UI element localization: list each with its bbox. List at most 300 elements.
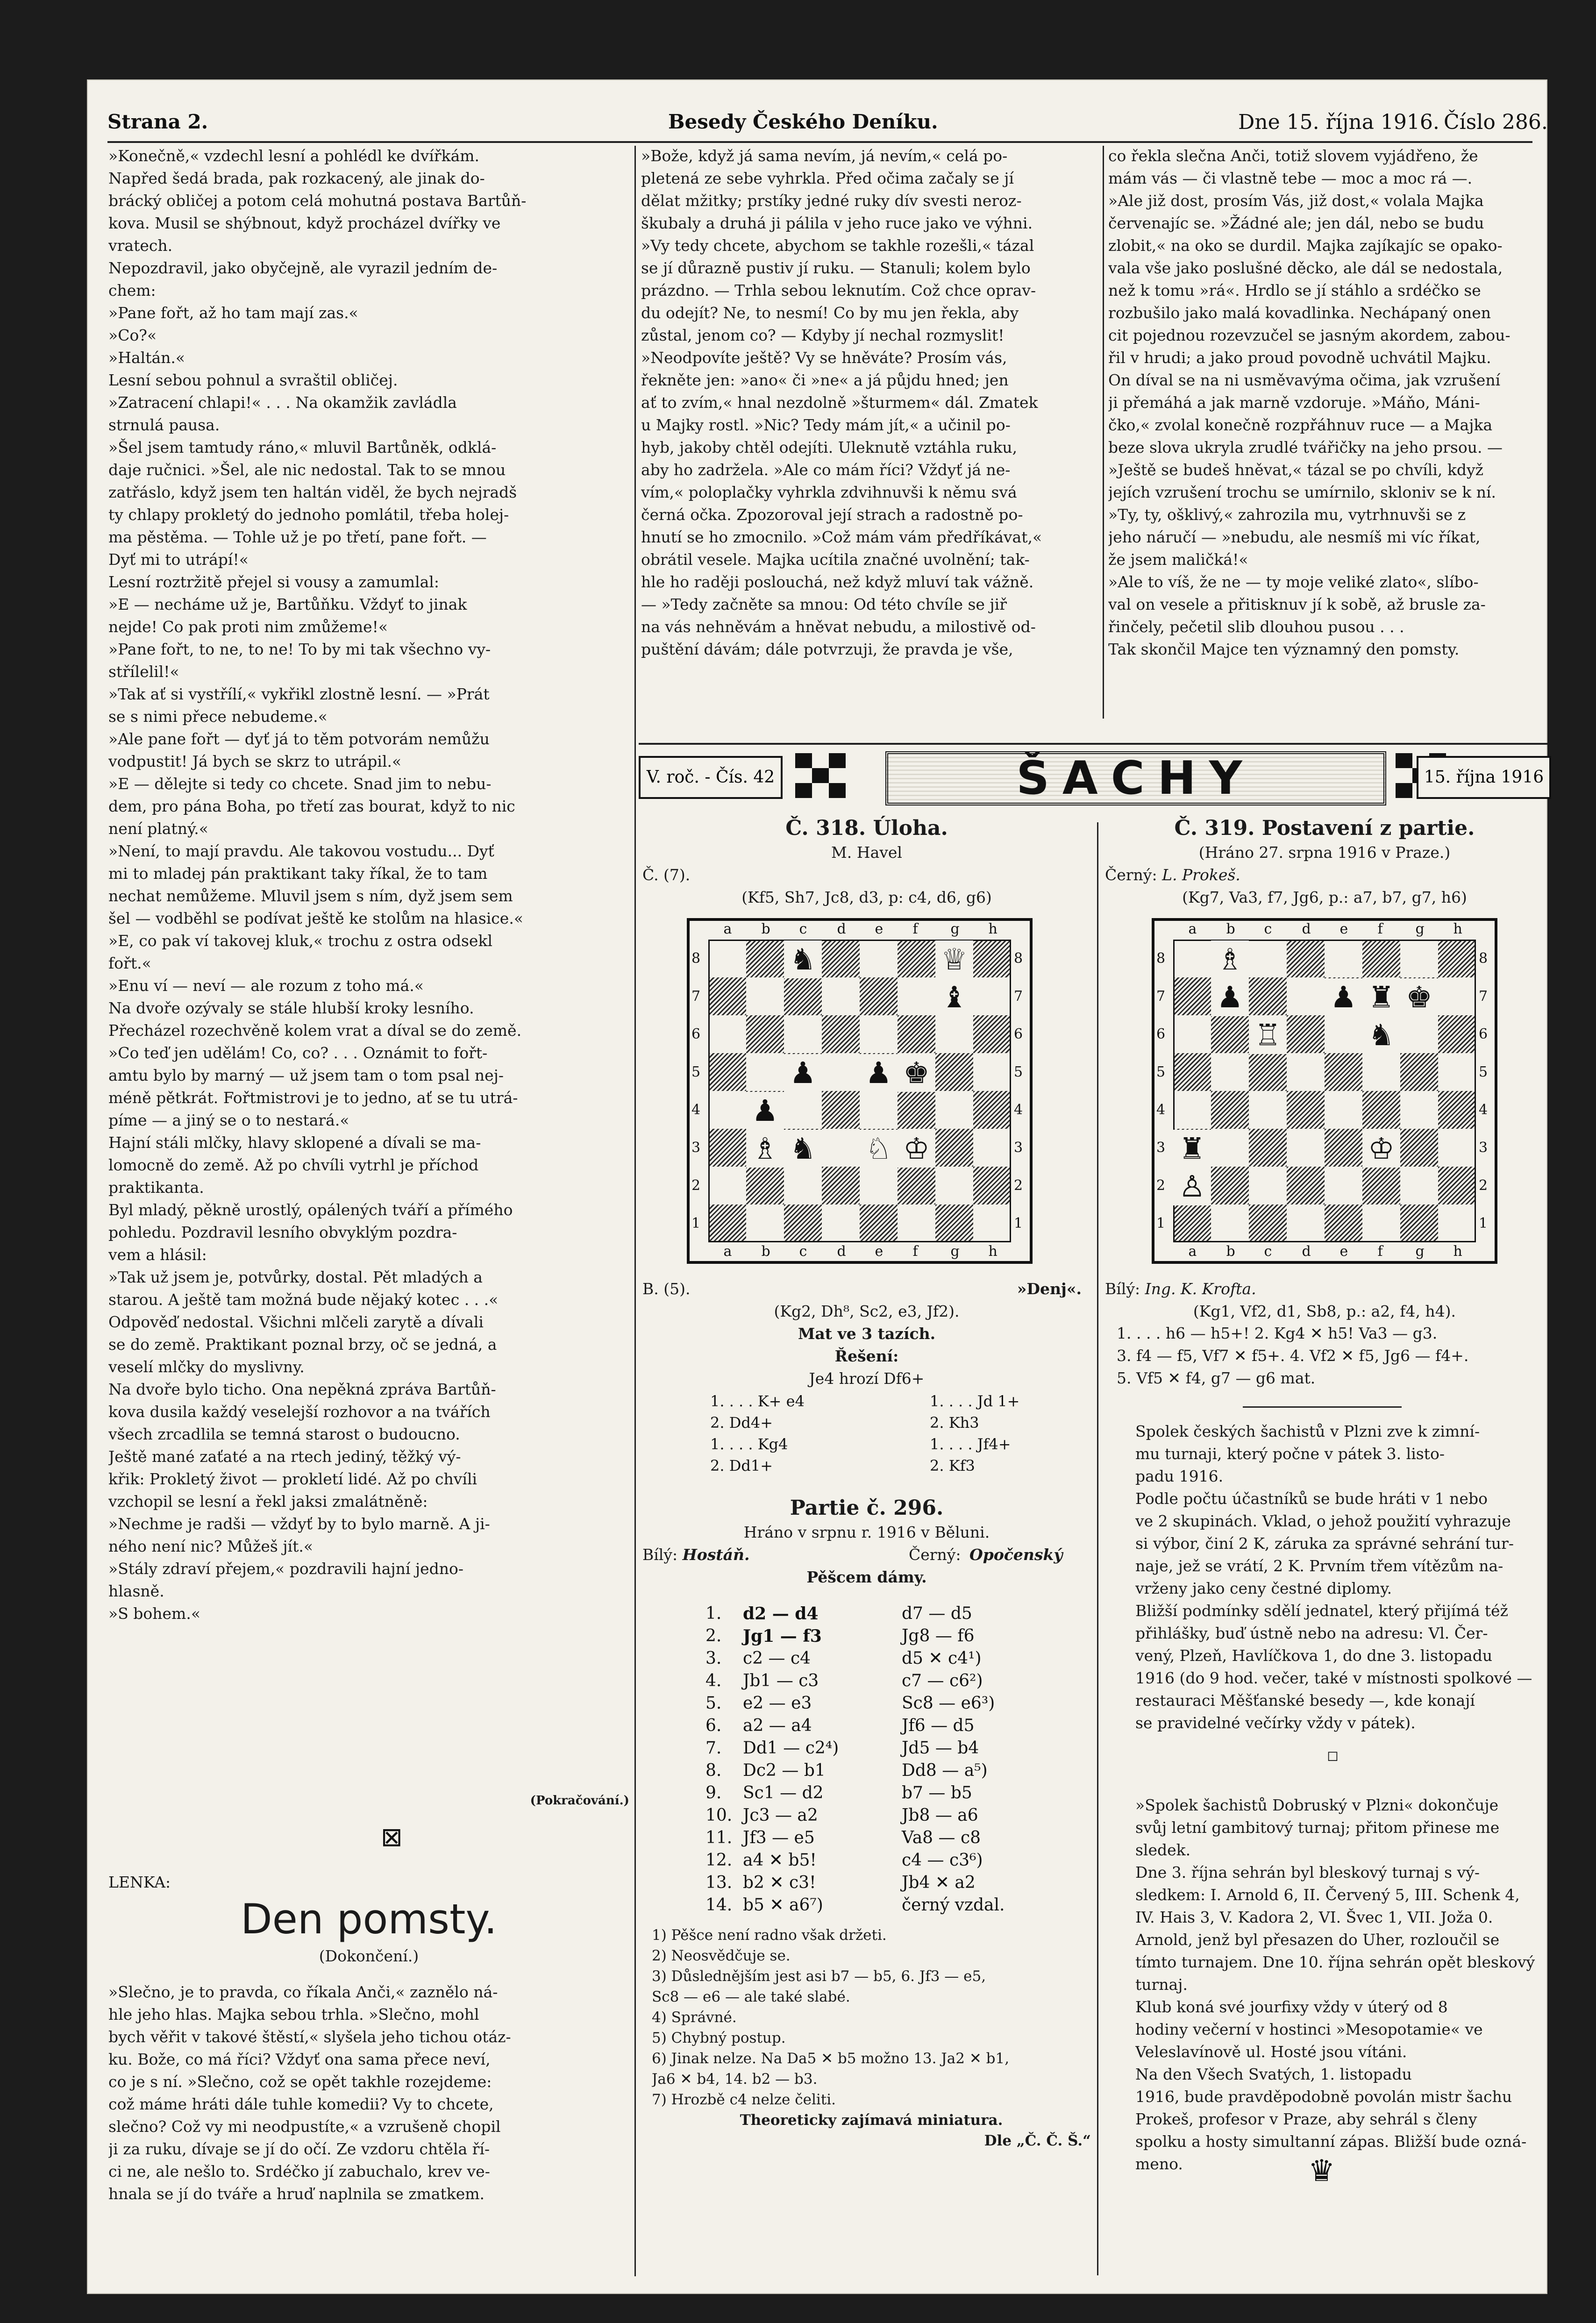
problem-318-task: Mat ve 3 tazích. (798, 1325, 936, 1343)
file-label: g (950, 1243, 960, 1260)
problem-319-foot (1105, 1278, 1544, 1323)
text-line: »S bohem.« (108, 1604, 201, 1623)
text-line: čko,« zvolal konečně rozpřáhnuv ruce — a Majka (1108, 416, 1493, 434)
text-line: dělat mžitky; prstíky jedné ruky dív svesti neroz- (641, 192, 1022, 210)
notice-dobruska (1135, 1794, 1542, 2175)
text-line: 1916 (do 9 hod. večer, také v místnosti spolkové — (1135, 1669, 1532, 1687)
text-line: přihlášky, buď ústně nebo na adresu: Vl. Čer- (1135, 1624, 1488, 1642)
chess-piece-icon: ♟ (1211, 978, 1249, 1016)
file-label: d (837, 1243, 846, 1260)
file-label: h (1453, 1243, 1462, 1260)
file-label: a (723, 921, 732, 937)
text-line: vala vše jako poslušné děcko, ale dál se nedostala, (1108, 259, 1503, 277)
text-line: vem a hlásil: (108, 1246, 207, 1264)
text-line: Lesní sebou pohnul a svraštil obličej. (108, 371, 398, 389)
text-line: »Ale to víš, že ne — ty moje veliké zlato«, slíbo- (1108, 573, 1479, 591)
rank-label: 3 (1014, 1139, 1023, 1156)
text-line: padu 1916. (1135, 1467, 1224, 1485)
game-296-moves (705, 1603, 1089, 1920)
black-move: d7 — d5 (902, 1604, 972, 1623)
text-line: IV. Hais 3, V. Kadora 2, VI. Švec 1, VII. Joža 0. (1135, 1908, 1493, 1926)
continued-note: (Pokračování.) (530, 1794, 629, 1808)
column-right (1108, 145, 1543, 661)
text-line: což máme hráti dále tuhle komedii? Vy to chcete, (108, 2095, 494, 2113)
rank-label: 8 (1479, 950, 1488, 967)
text-line: tímto turnajem. Dne 10. října sehrán opět bleskový (1135, 1953, 1535, 1971)
problem-319-black-pos: (Kg7, Va3, f7, Jg6, p.: a7, b7, g7, h6) (1182, 888, 1467, 906)
file-label: h (988, 921, 998, 937)
file-label: c (1264, 921, 1272, 937)
move-number: 11. (705, 1828, 733, 1847)
problem-318-black-pos: (Kf5, Sh7, Jc8, d3, p: c4, d6, g6) (741, 888, 992, 906)
text-line: Klub koná své jourfixy vždy v úterý od 8 (1135, 1998, 1448, 2016)
text-line: mu turnaji, který počne v pátek 3. listo- (1135, 1445, 1445, 1463)
text-line: hyb, jakoby chtěl odejíti. Uleknutě vztáhla ruku, (641, 438, 1018, 456)
text-line: zatřáslo, když jsem ten haltán viděl, že bych nejradš (108, 483, 517, 501)
rank-label: 8 (1156, 950, 1166, 967)
white-move: Jc3 — a2 (743, 1806, 818, 1825)
solution-move: 1. . . . Kg4 (710, 1435, 788, 1453)
file-label: g (1415, 921, 1425, 937)
text-line: vrženy jako ceny čestné diplomy. (1135, 1579, 1392, 1597)
text-line: bych věřit v takové štěstí,« slyšela jeho tichou otáz- (108, 2028, 511, 2046)
black-move: Jd5 — b4 (902, 1739, 979, 1758)
black-move: Va8 — c8 (902, 1828, 981, 1847)
white-move: Jb1 — c3 (743, 1671, 819, 1690)
text-line: vodpustit! Já bych se skrz to utrápil.« (108, 752, 402, 770)
text-line: Nepozdravil, jako obyčejně, ale vyrazil jedním de- (108, 259, 498, 277)
chess-piece-icon: ♗ (1211, 941, 1249, 978)
black-move: d5 ✕ c4¹) (902, 1649, 982, 1668)
text-line: Lesní roztržitě přejel si vousy a zamumlal: (108, 573, 439, 591)
text-line: Spolek českých šachistů v Plzni zve k zimní- (1135, 1422, 1480, 1440)
white-label: Bílý: (642, 1546, 678, 1564)
chess-piece-icon: ♚ (1400, 978, 1438, 1016)
text-line: Ja6 ✕ b4, 14. b2 — b3. (652, 2071, 818, 2088)
text-line: pohledu. Pozdravil lesního obvyklým pozdra- (108, 1223, 457, 1241)
problem-319-white-pos: (Kg1, Vf2, d1, Sb8, p.: a2, f4, h4). (1193, 1302, 1456, 1320)
black-move: Jf6 — d5 (902, 1716, 975, 1735)
text-line: 2) Neosvědčuje se. (652, 1947, 791, 1964)
chess-piece-icon: ♟ (1325, 978, 1362, 1016)
text-line: svůj letní gambitový turnaj; přitom přinese me (1135, 1818, 1500, 1837)
rank-label: 1 (1156, 1215, 1166, 1232)
text-line: Napřed šedá brada, pak rozkacený, ale jinak do- (108, 169, 485, 187)
file-label: a (1188, 921, 1197, 937)
text-line: mám vás — či vlastně tebe — moc a moc rá —. (1108, 169, 1473, 187)
move-number: 1. (705, 1604, 722, 1623)
text-line: se do země. Praktikant poznal brzy, oč se jedná, a (108, 1335, 497, 1354)
black-player: L. Prokeš. (1162, 866, 1240, 884)
game-296-head (642, 1495, 1091, 1589)
chess-piece-icon: ♙ (1173, 1168, 1211, 1205)
text-line: vím,« poloplačky vyhrkla zdvihnuvši k němu svá (641, 483, 1017, 501)
text-line: vený, Plzeň, Havlíčkova 1, do dne 3. listopadu (1135, 1646, 1493, 1665)
white-player: Ing. K. Krofta. (1145, 1280, 1256, 1298)
white-move: Sc1 — d2 (743, 1783, 824, 1803)
game-296-opening: Pěšcem dámy. (806, 1568, 927, 1586)
rank-label: 7 (1014, 988, 1023, 1005)
text-line: na vás nehněvám a hněvat nebudu, a milostivě od- (641, 618, 1036, 636)
problem-318-white-pos: (Kg2, Dh⁸, Sc2, e3, Jf2). (774, 1302, 960, 1320)
text-line: méně pětkrát. Fořtmistrovi je to jedno, ať se tu utrá- (108, 1089, 518, 1107)
text-line: všech zrcadlila se temná starost o budoucno. (108, 1425, 460, 1443)
file-label: f (1377, 1243, 1383, 1260)
text-line: sledek. (1135, 1841, 1191, 1859)
text-line: 5. Vf5 ✕ f4, g7 — g6 mat. (1117, 1369, 1316, 1387)
solution-move: 1. . . . Jf4+ (930, 1435, 1011, 1453)
text-line: hnutí se ho zmocnilo. »Což mám vám předříkávat,« (641, 528, 1042, 546)
text-line: obrátil vesele. Majka ucítila značné uvolnění; tak- (641, 550, 1030, 569)
solution-move: 1. . . . K+ e4 (710, 1392, 805, 1410)
text-line: nejde! Co pak proti nim zmůžeme!« (108, 618, 388, 636)
white-move: Jg1 — f3 (743, 1626, 822, 1646)
text-line: »Slečno, je to pravda, co říkala Anči,« zaznělo ná- (108, 1983, 498, 2001)
text-line: Arnold, jenž byl přesazen do Uher, rozloučil se (1135, 1931, 1500, 1949)
rank-label: 4 (1479, 1101, 1488, 1118)
file-label: d (837, 921, 846, 937)
white-move: Dd1 — c2⁴) (743, 1739, 839, 1758)
white-move: b5 ✕ a6⁷) (743, 1895, 823, 1915)
text-line: »Ale již dost, prosím Vás, již dost,« volala Majka (1108, 192, 1484, 210)
text-line: se jí důrazně pustiv jí ruku. — Stanuli; kolem bylo (641, 259, 1031, 277)
file-label: a (1188, 1243, 1197, 1260)
black-label: Černý: (1105, 866, 1157, 884)
rank-label: 2 (1479, 1177, 1488, 1194)
file-label: c (799, 1243, 807, 1260)
chess-piece-icon: ♜ (1173, 1130, 1211, 1168)
text-line: řinčely, pečetil slib dlouhou pusou . . . (1108, 618, 1404, 636)
date-box: 15. října 1916 (1417, 756, 1551, 799)
rank-label: 2 (691, 1177, 701, 1194)
solution-move: 2. Kh3 (930, 1414, 979, 1432)
text-line: puštění dávám; dále potvrzuji, že pravda je vše, (641, 640, 1013, 658)
rank-label: 5 (691, 1063, 701, 1080)
text-line: Byl mladý, pěkně urostlý, opálených tváří a přímého (108, 1201, 513, 1219)
text-line: škubaly a druhá ji pálila v jeho ruce jako ve výhni. (641, 214, 1033, 232)
text-line: »Neodpovíte ještě? Vy se hněváte? Prosím vás, (641, 349, 1007, 367)
text-line: »Enu ví — neví — ale rozum z toho má.« (108, 976, 424, 995)
chess-piece-icon: ♞ (784, 941, 822, 978)
text-line: praktikanta. (108, 1178, 204, 1197)
text-line: mi to mladej pán praktikant taky říkal, že to tam (108, 864, 488, 883)
text-line: 6) Jinak nelze. Na Da5 ✕ b5 možno 13. Ja2 ✕ b1, (652, 2050, 1010, 2067)
chess-piece-icon: ♔ (1362, 1130, 1400, 1168)
problem-318-solution-title: Řešení: (834, 1347, 899, 1365)
solution-move: 1. . . . Jd 1+ (930, 1392, 1020, 1410)
text-line: jeho náručí — »nebudu, ale nesmíš mi víc říkat, (1108, 528, 1481, 546)
rank-label: 5 (1156, 1063, 1166, 1080)
text-line: 4) Správné. (652, 2009, 737, 2026)
text-line: »Ještě se budeš hněvat,« tázal se po chvíli, když (1108, 461, 1484, 479)
problem-318-solution (710, 1390, 1065, 1483)
problem-318-threat: Je4 hrozí Df6+ (809, 1369, 925, 1388)
text-line: vzchopil se lesní a řekl jaksi zmalátněně: (108, 1492, 428, 1511)
text-line: »Bože, když já sama nevím, já nevím,« celá po- (641, 147, 1008, 165)
rank-label: 5 (1479, 1063, 1488, 1080)
text-line: se pravidelné večírky vždy v pátek). (1135, 1714, 1416, 1732)
chess-piece-icon: ♞ (1362, 1016, 1400, 1054)
text-line: než k tomu »rá«. Hrdlo se jí stáhlo a srdéčko se (1108, 281, 1481, 299)
text-line: »Tak ať si vystřílí,« vykřikl zlostně lesní. — »Prát (108, 685, 490, 703)
move-number: 6. (705, 1716, 722, 1735)
chess-piece-icon: ♕ (935, 941, 973, 978)
chess-piece-icon: ♜ (1362, 978, 1400, 1016)
text-line: u Majky rostl. »Nic? Tedy mám jít,« a učinil po- (641, 416, 1011, 434)
rank-label: 1 (691, 1215, 701, 1232)
rank-label: 7 (1479, 988, 1488, 1005)
text-line: »E — dělejte si tedy co chcete. Snad jim to nebu- (108, 775, 492, 793)
move-number: 7. (705, 1739, 722, 1758)
file-label: e (1340, 1243, 1348, 1260)
rank-label: 7 (691, 988, 701, 1005)
continued-note-wrap (108, 1789, 629, 1812)
text-line: křik: Prokletý život — prokletí lidé. Až po chvíli (108, 1470, 477, 1488)
text-line: 7) Hrozbě c4 nelze čeliti. (652, 2091, 836, 2108)
text-line: »Ale pane fořt — dyť já to těm potvorám nemůžu (108, 730, 490, 748)
text-line: — »Tedy začněte sa mnou: Od této chvíle se jiř (641, 595, 1007, 613)
text-line: 1916, bude pravděpodobně povolán mistr šachu (1135, 2088, 1512, 2106)
move-number: 13. (705, 1873, 733, 1892)
problem-318-head (642, 815, 1091, 909)
paper-name: Besedy Českého Deníku. (668, 110, 938, 133)
text-line: Prokeš, profesor v Praze, aby sehrál s členy (1135, 2110, 1477, 2128)
text-line: Veleslavínově ul. Hosté jsou vítáni. (1135, 2043, 1407, 2061)
text-line: amtu bylo by marný — už jsem tam o tom psal nej- (108, 1066, 504, 1084)
text-line: ji za ruku, dívaje se jí do očí. Ze vzdoru chtěla ří- (108, 2140, 490, 2158)
text-line: daje ručnici. »Šel, ale nic nedostal. Tak to se mnou (108, 461, 506, 479)
text-line: »Vy tedy chcete, abychom se takhle rozešli,« tázal (641, 236, 1034, 255)
text-line: že jsem maličká!« (1108, 550, 1248, 569)
text-line: »Co teď jen udělám! Co, co? . . . Oznámit to fořt- (108, 1044, 488, 1062)
text-line: ji přemáhá a jak marně vzdoruje. »Máňo, Máni- (1108, 393, 1480, 412)
text-line: sledkem: I. Arnold 6, II. Červený 5, III. Schenk 4, (1135, 1886, 1520, 1904)
chessboard-318 (687, 918, 1033, 1264)
column-divider-2 (1103, 146, 1104, 719)
text-line: Dle „Č. Č. Š.“ (984, 2132, 1091, 2149)
text-line: Na den Všech Svatých, 1. listopadu (1135, 2065, 1412, 2083)
text-line: řil v hrudi; a jako proud povodně uchvátil Majku. (1108, 349, 1491, 367)
text-line: Přecházel rozechvěně kolem vrat a díval se do země. (108, 1021, 522, 1040)
text-line: naje, jež se vrátí, 2 K. Prvním třem vítězům na- (1135, 1557, 1503, 1575)
text-line: spolku a hosty simultanní zápas. Bližší bude ozná- (1135, 2132, 1527, 2151)
running-header (107, 110, 1548, 143)
story-title: Den pomsty. (241, 1895, 497, 1943)
text-line: beze slova ukryla zrudlé tvářičky na jeho prsou. — (1108, 438, 1503, 456)
text-line: 1. . . . h6 — h5+! 2. Kg4 ✕ h5! Va3 — g3. (1117, 1324, 1438, 1342)
problem-318-white-row (642, 1278, 1091, 1300)
file-label: b (1226, 921, 1235, 937)
chess-piece-icon: ♗ (746, 1130, 784, 1168)
text-line: »E — necháme už je, Bartůňku. Vždyť to jinak (108, 595, 467, 613)
header-rule (107, 141, 1532, 143)
file-label: h (988, 1243, 998, 1260)
text-line: »E, co pak ví takovej kluk,« trochu z ostra odsekl (108, 932, 493, 950)
text-line: »Stály zdraví přejem,« pozdravili hajní jedno- (108, 1560, 464, 1578)
rank-label: 6 (1479, 1026, 1488, 1042)
chess-piece-icon: ♟ (860, 1054, 898, 1092)
text-line: »Zatracení chlapi!« . . . Na okamžik zavládla (108, 393, 457, 412)
white-move: Jf3 — e5 (743, 1828, 815, 1847)
black-move: c7 — c6²) (902, 1671, 983, 1690)
black-move: Sc8 — e6³) (902, 1694, 995, 1713)
text-line: cit pojednou rozevzučel se jasným akordem, zabou- (1108, 326, 1510, 344)
rank-label: 8 (691, 950, 701, 967)
solution-move: 2. Kf3 (930, 1457, 975, 1475)
text-line: restauraci Měšťanské besedy —, kde konají (1135, 1691, 1475, 1710)
text-line: Tak skončil Majce ten významný den pomsty. (1108, 640, 1460, 658)
file-label: d (1302, 1243, 1311, 1260)
file-label: a (723, 1243, 732, 1260)
text-line: »Pane fořt, to ne, to ne! To by mi tak všechno vy- (108, 640, 491, 658)
file-label: e (875, 1243, 884, 1260)
text-line: hodiny večerní v hostinci »Mesopotamie« ve (1135, 2020, 1483, 2038)
file-label: b (1226, 1243, 1235, 1260)
rank-label: 8 (1014, 950, 1023, 967)
rank-label: 3 (1156, 1139, 1166, 1156)
text-line: aby ho zadržela. »Ale co mám říci? Vždyť já ne- (641, 461, 1011, 479)
black-move: Jb8 — a6 (902, 1806, 978, 1825)
black-move: c4 — c3⁶) (902, 1851, 983, 1870)
white-label: Bílý: (1105, 1280, 1140, 1298)
file-label: b (761, 1243, 770, 1260)
text-line: červenajíc se. »Žádné ale; jen dál, nebo se budu (1108, 214, 1484, 232)
text-line: Na dvoře ozývaly se stále hlubší kroky lesního. (108, 999, 474, 1017)
chess-piece-icon: ♝ (935, 978, 973, 1016)
rank-label: 6 (1156, 1026, 1166, 1042)
move-number: 9. (705, 1783, 722, 1803)
text-line: vratech. (108, 236, 173, 255)
text-line: »Konečně,« vzdechl lesní a pohlédl ke dvířkám. (108, 147, 480, 165)
text-line: turnaj. (1135, 1975, 1188, 1994)
checker-ornament-left-icon (795, 753, 848, 798)
text-line: kova. Musil se shýbnout, když procházel dvířky ve (108, 214, 501, 232)
chess-piece-icon: ♘ (860, 1130, 898, 1168)
problem-319-head (1105, 815, 1544, 909)
text-line: »Spolek šachistů Dobruský v Plzni« dokončuje (1135, 1796, 1499, 1814)
file-label: h (1453, 921, 1462, 937)
text-line: »Pane fořt, až ho tam mají zas.« (108, 304, 358, 322)
text-line: veselí mlčky do myslivny. (108, 1358, 305, 1376)
text-line: střílelil!« (108, 663, 179, 681)
chess-title: ŠACHY (885, 751, 1386, 805)
text-line: rozbušilo jako malá kovadlinka. Nechápaný onen (1108, 304, 1491, 322)
white-move: e2 — e3 (743, 1694, 812, 1713)
text-line: starou. A ještě tam možná bude nějaký kotec . . .« (108, 1290, 499, 1309)
text-line: co řekla slečna Anči, totiž slovem vyjádřeno, že (1108, 147, 1478, 165)
solution-move: 2. Dd1+ (710, 1457, 773, 1475)
rank-label: 1 (1479, 1215, 1488, 1232)
text-line: řekněte jen: »ano« či »ne« a já půjdu hned; jen (641, 371, 1009, 389)
move-number: 10. (705, 1806, 733, 1825)
text-line: ať to zvím,« hnal nezdolně »šturmem« dál. Zmatek (641, 393, 1038, 412)
text-line: Na dvoře bylo ticho. Ona nepěkná zpráva Bartůň- (108, 1380, 496, 1398)
rank-label: 6 (691, 1026, 701, 1042)
chess-piece-icon: ♔ (898, 1130, 935, 1168)
section-label: LENKA: (108, 1873, 171, 1891)
text-line: ve 2 skupinách. Vklad, o jehož použití vyhrazuje (1135, 1512, 1511, 1530)
text-line: Dyť mi to utrápí!« (108, 550, 249, 569)
column-divider-3 (1097, 822, 1098, 2275)
move-number: 3. (705, 1649, 722, 1668)
text-line: »Nechme je radši — vždyť by to bylo marně. A ji- (108, 1515, 490, 1533)
problem-318-title: Č. 318. Úloha. (785, 816, 948, 840)
text-line: brácký obličej a potom celá mohutná postava Bartůň- (108, 192, 527, 210)
text-line: Odpověď nedostal. Všichni mlčeli zarytě a dívali (108, 1313, 484, 1331)
file-label: e (875, 921, 884, 937)
text-line: 3) Důslednějším jest asi b7 — b5, 6. Jf3 — e5, (652, 1968, 986, 1985)
text-line: »Ty, ty, ošklivý,« zahrozila mu, vytrhnuvši se z (1108, 506, 1466, 524)
white-move: d2 — d4 (743, 1604, 819, 1624)
solution-move: 2. Dd4+ (710, 1414, 773, 1432)
problem-318-author: M. Havel (831, 843, 902, 862)
text-line: ma pěstěma. — Tohle už je po třetí, pane fořt. — (108, 528, 487, 546)
text-line: Bližší podmínky sdělí jednatel, který přijímá též (1135, 1602, 1508, 1620)
issue-date: Dne 15. října 1916. (1238, 110, 1439, 134)
problem-318-foot (642, 1278, 1091, 1390)
text-line: val on vesele a přitisknuv jí k sobě, až brusle za- (1108, 595, 1486, 613)
text-line: černá očka. Zpozoroval její strach a radostně po- (641, 506, 1023, 524)
black-move: Jb4 ✕ a2 (902, 1873, 976, 1892)
text-line: co je s ní. »Slečno, což se opět takhle rozejdeme: (108, 2073, 492, 2091)
white-move: Dc2 — b1 (743, 1761, 826, 1780)
column-divider-1 (634, 146, 636, 2276)
chess-top-rule (639, 743, 1547, 745)
problem-319-white (1105, 1278, 1544, 1300)
game-296-played: Hráno v srpnu r. 1916 v Běluni. (743, 1523, 990, 1541)
text-line: hle jeho hlas. Majka sebou trhla. »Slečno, mohl (108, 2005, 479, 2024)
text-line: »Co?« (108, 326, 157, 344)
chessboard-319 (1152, 918, 1497, 1264)
text-line: zlobit,« na oko se durdil. Majka zajíkajíc se opako- (1108, 236, 1503, 255)
text-line: šel — vodběhl se podívat ještě ke stolům na hlasice.« (108, 909, 524, 927)
file-label: d (1302, 921, 1311, 937)
move-number: 4. (705, 1671, 722, 1690)
text-line: 1) Pěšce není radno však držeti. (652, 1927, 887, 1944)
story-text (108, 1981, 629, 2205)
text-line: jejích vzrušení trochu se umírnilo, skloniv se k ní. (1108, 483, 1496, 501)
file-label: b (761, 921, 770, 937)
text-line: píme — a jiný se o to nestará.« (108, 1111, 349, 1129)
game-296-notes (652, 1925, 1091, 2151)
rank-label: 7 (1156, 988, 1166, 1005)
text-line: Theoreticky zajímavá miniatura. (740, 2112, 1003, 2129)
file-label: c (799, 921, 807, 937)
text-line: Ještě mané zaťaté a na rtech jediný, těžký vý- (108, 1447, 461, 1466)
rank-label: 4 (691, 1101, 701, 1118)
chess-piece-icon: ♞ (784, 1130, 822, 1168)
problem-318-black-count: Č. (7). (642, 866, 691, 884)
text-line: ného není nic? Můžeš jít.« (108, 1537, 314, 1555)
text-line: ci ne, ale nešlo to. Srdéčko jí zabuchalo, krev ve- (108, 2162, 490, 2180)
divider-ornament-icon: ⊠ (381, 1822, 403, 1853)
text-line: Sc8 — e6 — ale také slabé. (652, 1988, 850, 2005)
text-line: Hajní stáli mlčky, hlavy sklopené a dívali se ma- (108, 1133, 481, 1152)
white-move: a4 ✕ b5! (743, 1851, 817, 1870)
problem-318-white-count: B. (5). (642, 1280, 691, 1298)
text-line: zůstal, jenom co? — Kdyby jí nechal rozmyslit! (641, 326, 1005, 344)
column-left (108, 145, 629, 1625)
text-line: není platný.« (108, 819, 208, 838)
move-number: 14. (705, 1895, 733, 1915)
move-number: 2. (705, 1626, 722, 1646)
story-subtitle: (Dokončení.) (319, 1947, 419, 1965)
white-move: c2 — c4 (743, 1649, 811, 1668)
rank-label: 3 (691, 1139, 701, 1156)
text-line: hnala se jí do tváře a hruď naplnila se zmatkem. (108, 2185, 485, 2203)
move-number: 12. (705, 1851, 733, 1870)
chess-piece-icon: ♟ (784, 1054, 822, 1092)
